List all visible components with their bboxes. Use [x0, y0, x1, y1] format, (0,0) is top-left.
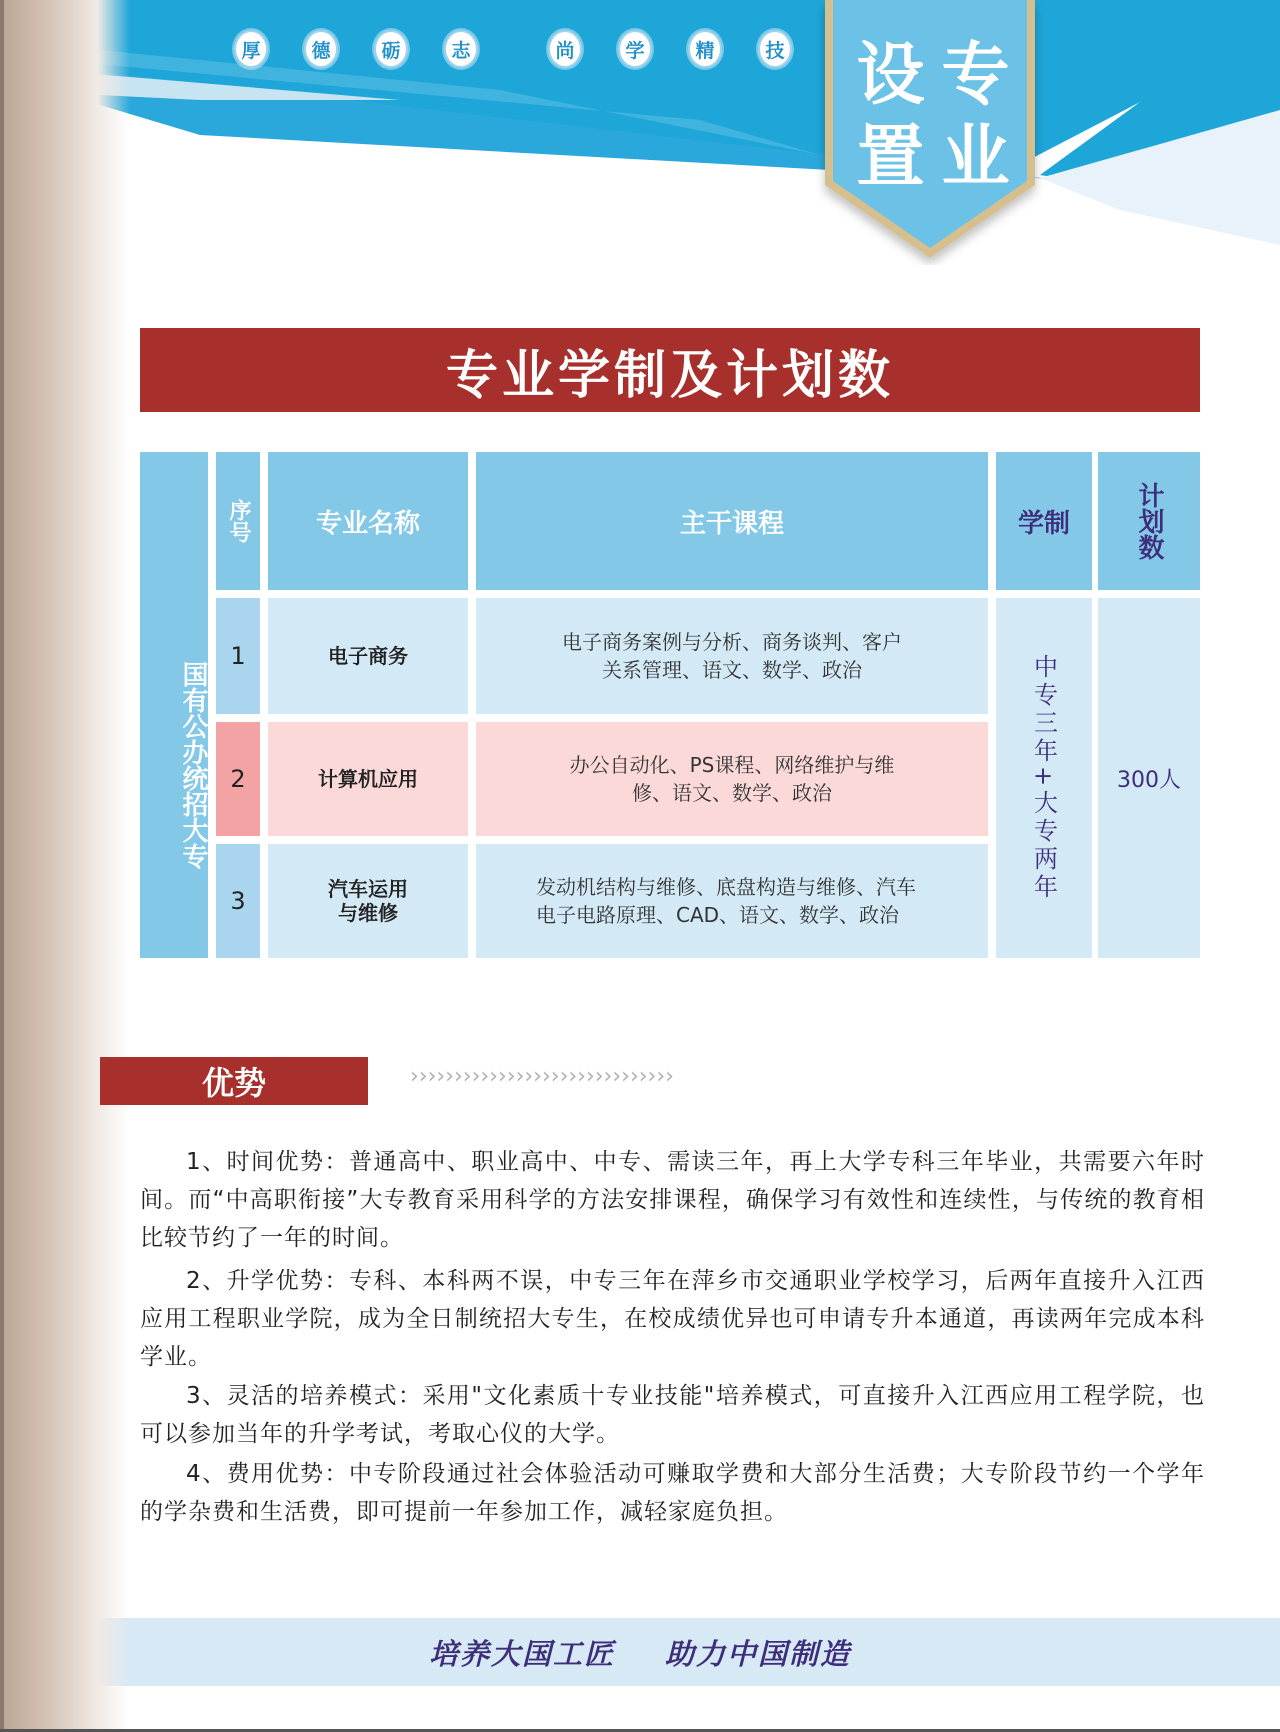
duration-value: 中专三年+大专两年: [1029, 653, 1058, 903]
header-name: 专业名称: [268, 452, 468, 590]
badge-char: 设: [856, 36, 925, 115]
row-courses: 办公自动化、PS课程、网络维护与维修、语文、数学、政治: [476, 722, 988, 836]
row-courses: 电子商务案例与分析、商务谈判、客户关系管理、语文、数学、政治: [476, 598, 988, 714]
row-courses: 发动机结构与维修、底盘构造与维修、汽车电子电路原理、CAD、语文、数学、政治: [476, 844, 988, 958]
header-seq: 序号: [216, 452, 260, 590]
page-title: 专业学制及计划数: [140, 328, 1200, 412]
row-seq: 2: [216, 722, 260, 836]
motto-char: 学: [618, 30, 652, 68]
advantages-heading: 优势: [100, 1057, 368, 1105]
row-program-name: 电子商务: [268, 598, 468, 714]
motto-char: 厚: [234, 30, 268, 68]
footer-slogan: [0, 1618, 1280, 1686]
program-name-line: 与维修: [338, 901, 398, 925]
advantage-paragraph: 1、时间优势：普通高中、职业高中、中专、需读三年，再上大学专科三年毕业，共需要六年时间。而“中高职衔接”大专教育采用科学的方法安排课程，确保学习有效性和连续性，与传统的教育相比较节约了一年的时间。: [140, 1149, 1205, 1251]
badge-char: 专: [941, 36, 1010, 115]
motto-row: [234, 30, 828, 68]
badge-char: 业: [941, 118, 1010, 197]
badge-char: 置: [856, 118, 925, 197]
header-plan: 计划数: [1098, 452, 1200, 590]
row-program-name: [268, 844, 468, 958]
advantage-paragraph: 3、灵活的培养模式：采用"文化素质十专业技能"培养模式，可直接升入江西应用工程学院，也可以参加当年的升学考试，考取心仪的大学。: [140, 1383, 1205, 1447]
book-spine-edge: [0, 0, 4, 1732]
slogan-right: 助力中国制造: [665, 1636, 852, 1671]
book-spine-shadow: [0, 0, 130, 1732]
motto-char: 技: [758, 30, 792, 68]
side-label: 国有公办统招大专: [140, 452, 208, 958]
motto-char: 尚: [548, 30, 582, 68]
motto-char: 志: [444, 30, 478, 68]
row-seq: 1: [216, 598, 260, 714]
program-table: [140, 452, 1200, 958]
motto-char: 德: [304, 30, 338, 68]
plan-count: 300人: [1098, 598, 1200, 958]
duration-cell: [996, 598, 1092, 958]
row-seq: 3: [216, 844, 260, 958]
slogan-left: 培养大国工匠: [428, 1636, 615, 1671]
advantage-paragraph: 4、费用优势：中专阶段通过社会体验活动可赚取学费和大部分生活费；大专阶段节约一个学年的学杂费和生活费，即可提前一年参加工作，减轻家庭负担。: [140, 1461, 1205, 1525]
row-program-name: 计算机应用: [268, 722, 468, 836]
motto-char: 砺: [374, 30, 408, 68]
advantage-paragraph: 2、升学优势：专科、本科两不误，中专三年在萍乡市交通职业学校学习，后两年直接升入江西应用工程职业学院，成为全日制统招大专生，在校成绩优异也可申请专升本通道，再读两年完成本科学业。: [140, 1268, 1205, 1370]
program-name-line: 汽车运用: [328, 877, 408, 901]
header-courses: 主干课程: [476, 452, 988, 590]
badge-title: [848, 38, 1018, 196]
header-duration: 学制: [996, 452, 1092, 590]
chevron-divider-icon: ››››››››››››››››››››››››››››››: [410, 1064, 674, 1089]
motto-char: 精: [688, 30, 722, 68]
